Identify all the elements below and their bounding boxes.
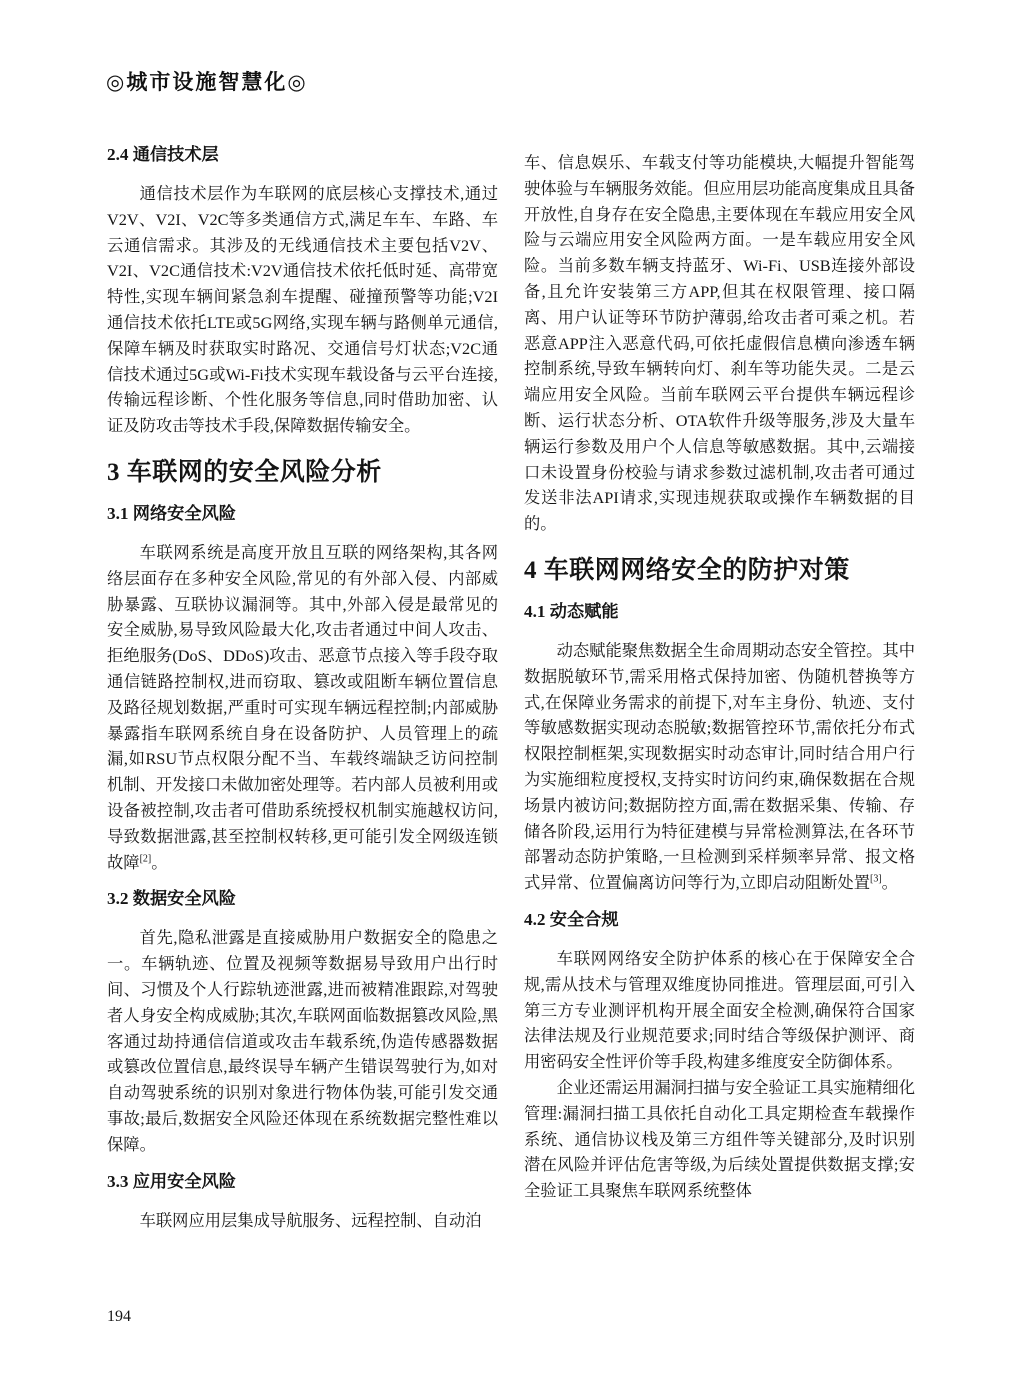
paragraph-3-2: 首先,隐私泄露是直接威胁用户数据安全的隐患之一。车辆轨迹、位置及视频等数据易导致用户出行时间、习惯及个人行踪轨迹泄露,进而被精准跟踪,对驾驶者人身安全构成威胁;其次,车联网面临数据篡改风险,黑客通过劫持通信信道或攻击车载系统,伪造传感器数据或篡改位置信息,最终误导车辆产生错误驾驶行为,如对自动驾驶系统的识别对象进行物体伪装,可能引发交通事故;最后,数据安全风险还体现在系统数据完整性难以保障。 xyxy=(107,928,498,1154)
paragraph-3-1-text: 车联网系统是高度开放且互联的网络架构,其各网络层面存在多种安全风险,常见的有外部入侵、内部威胁暴露、互联协议漏洞等。其中,外部入侵是最常见的安全威胁,易导致风险最大化,攻击者通过中间人攻击、拒绝服务(DoS、DDoS)攻击、恶意节点接入等手段夺取通信链路控制权,进而窃取、篡改或阻断车辆位置信息及路径规划数据,严重时可实现车辆远程控制;内部威胁暴露指车联网系统自身在设备防护、人员管理上的疏漏,如RSU节点权限分配不当、车载终端缺乏访问控制机制、开发接口未做加密处理等。若内部人员被利用或设备被控制,攻击者可借助系统授权机制实施越权访问,导致数据泄露,甚至控制权转移,更可能引发全网级连锁故障 xyxy=(107,542,498,872)
paragraph-3-3-continuation: 车、信息娱乐、车载支付等功能模块,大幅提升智能驾驶体验与车辆服务效能。但应用层功能高度集成且具备开放性,自身存在安全隐患,主要体现在车载应用安全风险与云端应用安全风险两方面。一是车载应用安全风险。当前多数车辆支持蓝牙、Wi-Fi、USB连接外部设备,且允许安装第三方APP,但其在权限管理、接口隔离、用户认证等环节防护薄弱,给攻击者可乘之机。若恶意APP注入恶意代码,可依托虚假信息横向渗透车辆控制系统,导致车辆转向灯、刹车等功能失灵。二是云端应用安全风险。当前车联网云平台提供车辆远程诊断、运行状态分析、OTA软件升级等服务,涉及大量车辆运行参数及用户个人信息等敏感数据。其中,云端接口未设置身份校验与请求参数过滤机制,攻击者可通过发送非法API请求,实现违规获取或操作车辆数据的目的。 xyxy=(524,153,915,534)
paragraph-3-1-tail: 。 xyxy=(151,852,168,872)
left-column xyxy=(107,142,498,1233)
paragraph-4-2-second: 企业还需运用漏洞扫描与安全验证工具实施精细化管理:漏洞扫描工具依托自动化工具定期检查车载操作系统、通信协议栈及第三方组件等关键部分,及时识别潜在风险并评估危害等级,为后续处置提供数据支撑;安全验证工具聚焦车联网系统整体 xyxy=(524,1077,915,1201)
paragraph-3-1 xyxy=(107,540,498,875)
running-head: ◎城市设施智慧化◎ xyxy=(106,71,308,94)
right-column xyxy=(524,150,915,1204)
heading-4-1-dynamic-empowerment: 4.1 动态赋能 xyxy=(524,601,619,621)
heading-3-1-network-security-risk: 3.1 网络安全风险 xyxy=(107,503,236,523)
heading-3-2-data-security-risk: 3.2 数据安全风险 xyxy=(107,889,236,909)
citation-ref-2: [2] xyxy=(139,853,152,865)
heading-2-4-communication-layer: 2.4 通信技术层 xyxy=(107,145,219,164)
paragraph-4-2-first: 车联网网络安全防护体系的核心在于保障安全合规,需从技术与管理双维度协同推进。管理层面,可引入第三方专业测评机构开展全面安全检测,确保符合国家法律法规及行业规范要求;同时结合等级保护测评、商用密码安全性评价等手段,构建多维度安全防御体系。 xyxy=(524,948,915,1072)
citation-ref-3: [3] xyxy=(869,873,882,885)
heading-3-security-risk-analysis: 3 车联网的安全风险分析 xyxy=(107,458,382,486)
paragraph-4-1-text: 动态赋能聚焦数据全生命周期动态安全管控。其中数据脱敏环节,需采用格式保持加密、伪随机替换等方式,在保障业务需求的前提下,对车主身份、轨迹、支付等敏感数据实现动态脱敏;数据管控环节,需依托分布式权限控制框架,实现数据实时动态审计,同时结合用户行为实施细粒度授权,支持实时访问约束,确保数据在合规场景内被访问;数据防控方面,需在数据采集、传输、存储各阶段,运用行为特征建模与异常检测算法,在各环节部署动态防护策略,一旦检测到采样频率异常、报文格式异常、位置偏离访问等行为,立即启动阻断处置 xyxy=(524,640,915,893)
heading-4-protection-countermeasures: 4 车联网网络安全的防护对策 xyxy=(524,556,850,584)
paragraph-4-1 xyxy=(524,638,915,896)
paragraph-4-1-tail: 。 xyxy=(881,873,898,893)
paragraph-3-3: 车联网应用层集成导航服务、远程控制、自动泊 xyxy=(139,1210,482,1230)
paragraph-2-4: 通信技术层作为车联网的底层核心支撑技术,通过V2V、V2I、V2C等多类通信方式,满足车车、车路、车云通信需求。其涉及的无线通信技术主要包括V2V、V2I、V2C通信技术:V2V通信技术依托低时延、高带宽特性,实现车辆间紧急刹车提醒、碰撞预警等功能;V2I通信技术依托LTE或5G网络,实现车辆与路侧单元通信,保障车辆及时获取实时路况、交通信号灯状态;V2C通信技术通过5G或Wi-Fi技术实现车载设备与云平台连接,传输远程诊断、个性化服务等信息,同时借助加密、认证及防攻击等技术手段,保障数据传输安全。 xyxy=(107,184,498,436)
heading-3-3-application-security-risk: 3.3 应用安全风险 xyxy=(107,1171,236,1191)
heading-4-2-security-compliance: 4.2 安全合规 xyxy=(524,909,619,929)
page-number: 194 xyxy=(107,1308,131,1325)
